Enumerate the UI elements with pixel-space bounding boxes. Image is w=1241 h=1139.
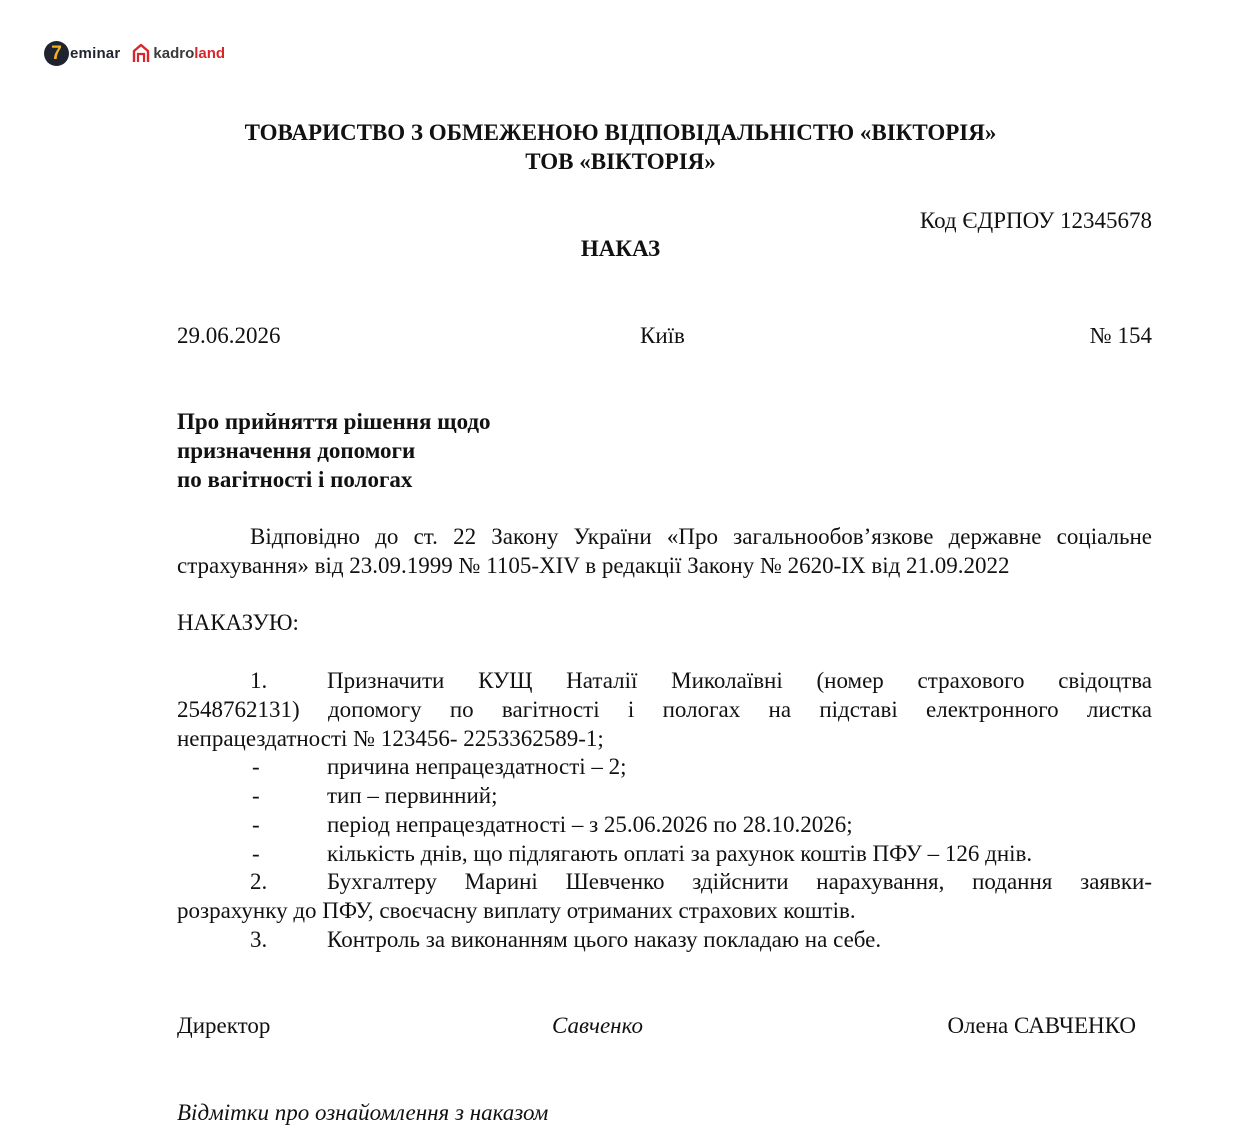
dash-bullet-2: - bbox=[252, 783, 260, 808]
subject-line-1: Про прийняття рішення щодо bbox=[177, 409, 491, 434]
order-word: НАКАЗУЮ: bbox=[177, 610, 299, 635]
logos-bar bbox=[44, 38, 225, 68]
dash-item-4: кількість днів, що підлягають оплаті за рахунок коштів ПФУ – 126 днів. bbox=[327, 841, 1033, 866]
item-1-line-1-text: Призначити КУЩ Наталії Миколаївні (номер страхового свідоцтва bbox=[327, 668, 1152, 693]
dash-item-3: період непрацездатності – з 25.06.2026 по 28.10.2026; bbox=[327, 812, 853, 837]
item-2-line-1-text: Бухгалтеру Марині Шевченко здійснити нарахування, подання заявки- bbox=[327, 869, 1152, 894]
document-type-title: НАКАЗ bbox=[580, 236, 661, 261]
kadroland-house-icon bbox=[132, 43, 150, 63]
item-3-number: 3. bbox=[250, 927, 268, 952]
item-3-line-1: Контроль за виконанням цього наказу покладаю на себе. bbox=[327, 927, 882, 952]
edrpou-code: Код ЄДРПОУ 12345678 bbox=[919, 208, 1152, 233]
seminar-logo-text: eminar bbox=[70, 44, 121, 62]
dash-item-2: тип – первинний; bbox=[327, 783, 498, 808]
signature-name: Олена САВЧЕНКО bbox=[947, 1013, 1136, 1038]
order-city: Київ bbox=[640, 323, 685, 348]
item-1-line-2-text: 2548762131) допомогу по вагітності і пологах на підставі електронного листка bbox=[177, 697, 1152, 722]
kadroland-logo-text bbox=[153, 45, 225, 62]
signature-handwritten: Савченко bbox=[552, 1013, 643, 1038]
preamble-line-1 bbox=[250, 522, 1152, 551]
dash-bullet-4: - bbox=[252, 841, 260, 866]
order-number: № 154 bbox=[1089, 323, 1152, 348]
kadroland-text-part2: land bbox=[194, 44, 226, 62]
preamble-line-2: страхування» від 23.09.1999 № 1105-XIV в редакції Закону № 2620-IX від 21.09.2022 bbox=[177, 553, 1010, 578]
item-1-number: 1. bbox=[250, 668, 268, 693]
company-full-name: ТОВАРИСТВО З ОБМЕЖЕНОЮ ВІДПОВІДАЛЬНІСТЮ «ВІКТОРІЯ» bbox=[244, 120, 997, 145]
seminar-logo bbox=[44, 41, 120, 66]
item-1-line-3: непрацездатності № 123456- 2253362589-1; bbox=[177, 726, 604, 751]
item-1-line-1 bbox=[327, 666, 1152, 695]
kadroland-text-part1: kadro bbox=[153, 44, 195, 62]
company-short-name: ТОВ «ВІКТОРІЯ» bbox=[525, 149, 716, 174]
item-2-line-2: розрахунку до ПФУ, своєчасну виплату отриманих страхових коштів. bbox=[177, 898, 856, 923]
dash-bullet-1: - bbox=[252, 754, 260, 779]
dash-bullet-3: - bbox=[252, 812, 260, 837]
dash-item-1: причина непрацездатності – 2; bbox=[327, 754, 627, 779]
item-2-line-1 bbox=[327, 867, 1152, 896]
subject-line-3: по вагітності і пологах bbox=[177, 467, 413, 492]
kadroland-logo bbox=[132, 43, 225, 63]
subject-line-2: призначення допомоги bbox=[177, 438, 416, 463]
signature-position: Директор bbox=[177, 1013, 271, 1038]
acknowledgement-note: Відмітки про ознайомлення з наказом bbox=[177, 1100, 549, 1125]
seminar-seven-mark: 7 bbox=[44, 41, 69, 66]
preamble-line-1-text: Відповідно до ст. 22 Закону України «Про загальнообов’язкове державне соціальне bbox=[250, 524, 1152, 549]
order-date: 29.06.2026 bbox=[177, 323, 281, 348]
item-2-number: 2. bbox=[250, 869, 268, 894]
item-1-line-2 bbox=[177, 695, 1152, 724]
